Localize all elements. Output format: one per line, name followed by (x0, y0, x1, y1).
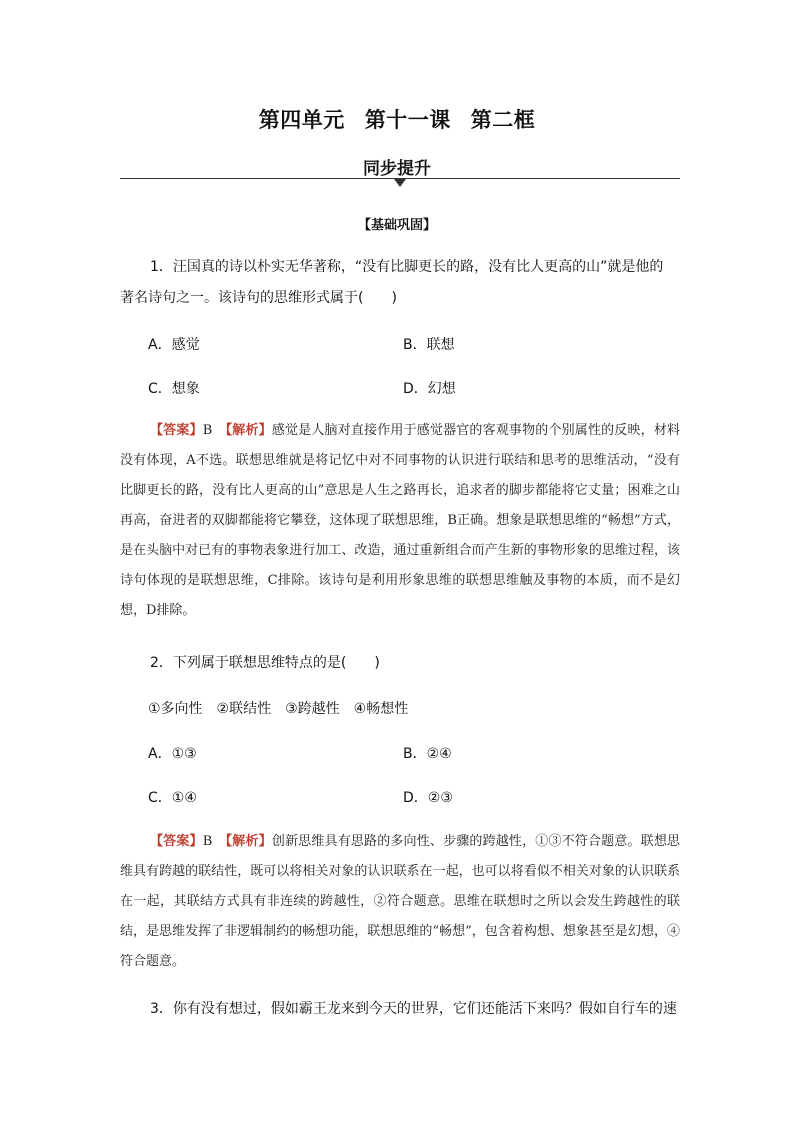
q2-option-b: B．②④ (403, 746, 452, 762)
triangle-down-icon (394, 179, 406, 187)
question-2 (120, 648, 680, 679)
page-title (0, 104, 794, 134)
question-2-stem: 2．下列属于联想思维特点的是( ) (150, 655, 380, 671)
q1-option-d: D．幻想 (403, 381, 456, 397)
question-1-line-2: 著名诗句之一。该诗句的思维形式属于( ) (120, 290, 397, 306)
q2-answer-block (120, 827, 680, 977)
q2-items: ①多向性 ②联结性 ③跨越性 ④畅想性 (148, 701, 409, 717)
analysis-tag: 【解析】 (225, 423, 272, 438)
section-title: 【基础巩固】 (357, 218, 436, 233)
analysis-tag: 【解析】 (225, 834, 272, 849)
q1-option-c: C．想象 (148, 381, 200, 397)
q1-option-a: A．感觉 (148, 337, 200, 353)
answer-tag: 【答案】 (150, 423, 203, 438)
analysis-text: 创新思维具有思路的多向性、步骤的跨越性，①③不符合题意。联想思维具有跨越的联结性，既可以将相关对象的认识联系在一起，也可以将看似不相关对象的认识联系在一起，其联结方式具有非连续的跨越性，②符合题意。思维在联想时之所以会发生跨越性的联结，是思维发挥了非逻辑制约的畅想功能，联想思维的“畅想”，包含着构想、想象甚至是幻想，④符合题意。 (120, 834, 680, 969)
analysis-text: 感觉是人脑对直接作用于感觉器官的客观事物的个别属性的反映，材料没有体现，A不选。联想思维就是将记忆中对不同事物的认识进行联结和思考的思维活动，“没有比脚更长的路，没有比人更高的山”意思是人生之路再长，追求者的脚步都能将它丈量；困难之山再高，奋进者的双脚都能将它攀登，这体现了联想思维，B正确。想象是联想思维的“畅想”方式，是在头脑中对已有的事物表象进行加工、改造，通过重新组合而产生新的事物形象的思维过程，该诗句体现的是联想思维，C排除。该诗句是利用形象思维的联想思维触及事物的本质，而不是幻想，D排除。 (120, 423, 680, 618)
unit-label: 第四单元 (258, 108, 345, 132)
question-1 (120, 252, 680, 314)
q1-option-b: B．联想 (403, 337, 455, 353)
question-3 (120, 994, 680, 1025)
q2-option-a: A．①③ (148, 746, 197, 762)
lesson-label: 第十一课 (364, 108, 451, 132)
answer-value: B (202, 834, 213, 849)
answer-tag: 【答案】 (150, 834, 203, 849)
subtitle: 同步提升 (363, 159, 431, 179)
question-3-line-1: 3．你有没有想过，假如霸王龙来到今天的世界，它们还能活下来吗？假如自行车的速 (150, 1001, 677, 1017)
answer-value: B (202, 423, 213, 438)
question-1-line-1: 1．汪国真的诗以朴实无华著称，“没有比脚更长的路，没有比人更高的山”就是他的 (150, 259, 664, 275)
frame-label: 第二框 (470, 108, 536, 132)
q2-option-d: D．②③ (403, 790, 453, 806)
q1-answer-block (120, 416, 680, 626)
q2-option-c: C．①④ (148, 790, 197, 806)
